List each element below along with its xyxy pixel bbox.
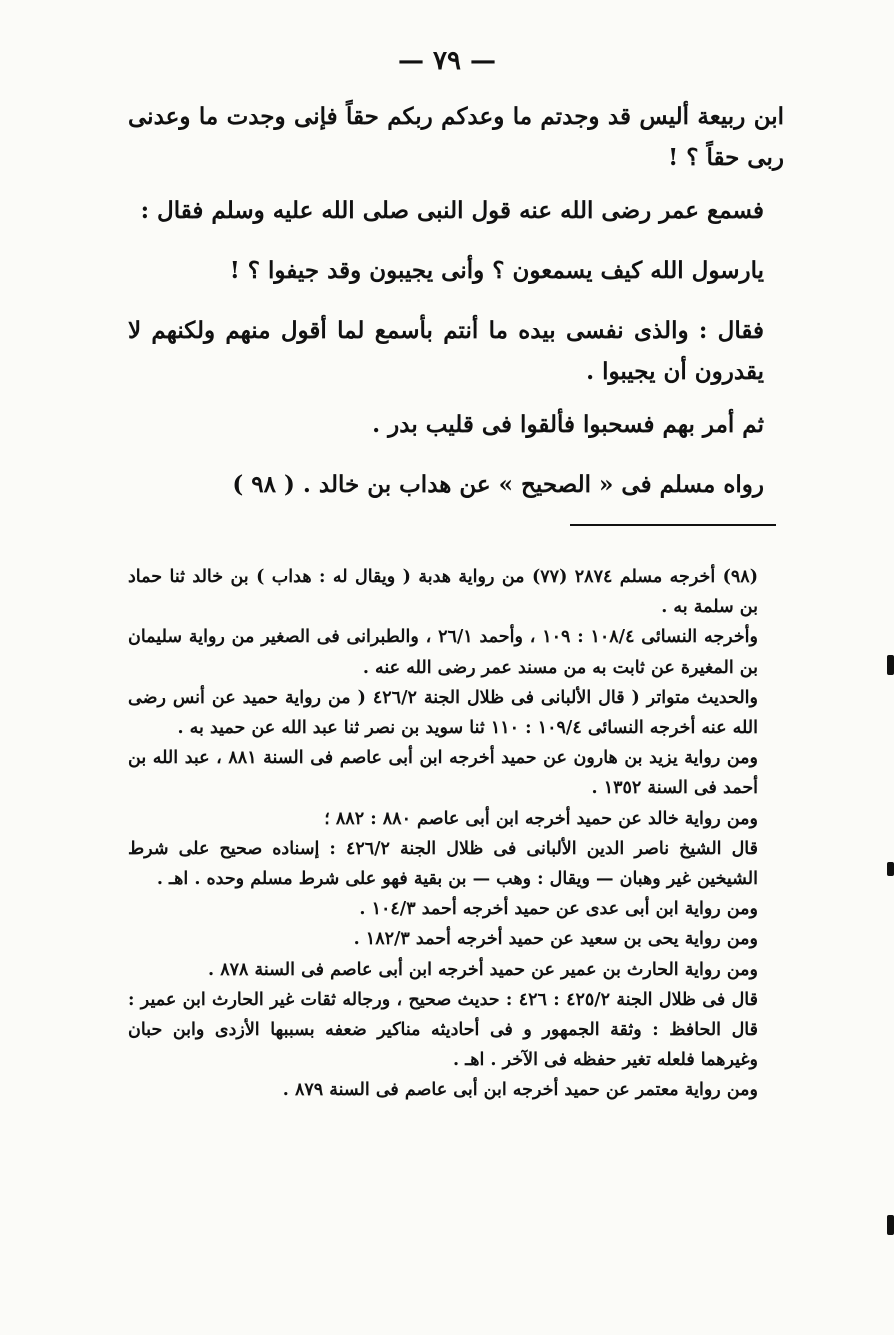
footnote-separator (570, 524, 776, 526)
main-paragraph-5: ثم أمر بهم فسحبوا فألقوا فى قليب بدر . (372, 411, 764, 438)
footnote-paragraph: ومن رواية ابن أبى عدى عن حميد أخرجه أحمد ١٠٤/٣ . (359, 899, 758, 920)
scan-edge-mark (887, 862, 894, 876)
footnote-98: (٩٨) أخرجه مسلم ٢٨٧٤ (٧٧) من رواية هدبة ( ويقال له : هداب ) بن خالد ثنا حماد بن سلمة به . (128, 567, 758, 618)
scan-edge-mark (887, 655, 894, 675)
page-number: — ٧٩ — (397, 46, 497, 76)
footnote-paragraph: ومن رواية معتمر عن حميد أخرجه ابن أبى عاصم فى السنة ٨٧٩ . (282, 1080, 758, 1101)
footnote-paragraph: قال الشيخ ناصر الدين الألبانى فى ظلال الجنة ٤٢٦/٢ : إسناده صحيح على شرط الشيخين غير وهبان — ويقال : وهب — بن بقية فهو على شرط مسلم وحده . اهـ . (128, 838, 758, 890)
main-paragraph-3: يارسول الله كيف يسمعون ؟ وأنى يجيبون وقد جيفوا ؟ ! (229, 257, 764, 284)
footnote-paragraph: ومن رواية خالد عن حميد أخرجه ابن أبى عاصم ٨٨٠ : ٨٨٢ ؛ (324, 808, 758, 829)
main-paragraph-6: رواه مسلم فى « الصحيح » عن هداب بن خالد . ( ٩٨ ) (232, 471, 764, 498)
footnote-paragraph: والحديث متواتر ( قال الألبانى فى ظلال الجنة ٤٢٦/٢ ( من رواية حميد عن أنس رضى الله عنه أخرجه النسائى ١٠٩/٤ : ١١٠ ثنا سويد بن نصر ثنا عبد الله عن حميد به . (128, 687, 758, 739)
main-paragraph-4: فقال : والذى نفسى بيده ما أنتم بأسمع لما أقول منهم ولكنهم لا يقدرون أن يجيبوا . (128, 317, 764, 385)
footnotes (128, 562, 786, 1106)
scan-edge-mark (887, 1215, 894, 1235)
main-text (128, 96, 784, 524)
footnote-paragraph: قال فى ظلال الجنة ٤٢٥/٢ : ٤٢٦ : حديث صحيح ، ورجاله ثقات غير الحارث ابن عمير : قال الحافظ : وثقة الجمهور و فى أحاديثه مناكير ضعفه بسببها الأزدى وابن حبان وغيرهما فلعله تغير حفظه فى الآخر . اهـ . (128, 989, 758, 1071)
footnote-paragraph: ومن رواية الحارث بن عمير عن حميد أخرجه ابن أبى عاصم فى السنة ٨٧٨ . (208, 959, 758, 980)
main-paragraph-2: فسمع عمر رضى الله عنه قول النبى صلى الله عليه وسلم فقال : (140, 197, 764, 224)
footnote-paragraph: وأخرجه النسائى ١٠٨/٤ : ١٠٩ ، وأحمد ٢٦/١ ، والطبرانى فى الصغير من رواية سليمان بن المغيرة عن ثابت به من مسند عمر رضى الله عنه . (128, 627, 758, 678)
footnote-paragraph: ومن رواية يحى بن سعيد عن حميد أخرجه أحمد ١٨٢/٣ . (353, 929, 758, 950)
main-paragraph-1: ابن ربيعة أليس قد وجدتم ما وعدكم ربكم حقاً فإنى وجدت ما وعدنى ربى حقاً ؟ ! (128, 103, 784, 171)
footnote-paragraph: ومن رواية يزيد بن هارون عن حميد أخرجه ابن أبى عاصم فى السنة ٨٨١ ، عبد الله بن أحمد فى السنة ١٣٥٢ . (128, 748, 758, 799)
